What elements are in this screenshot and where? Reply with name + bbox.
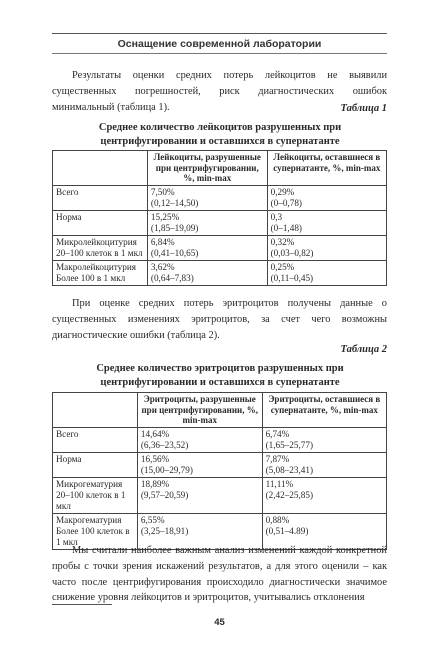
cell: 3,62% (0,64–7,83) bbox=[147, 260, 267, 285]
table-header-row bbox=[53, 393, 387, 428]
row-label: Всего bbox=[53, 427, 138, 452]
row-label: Всего bbox=[53, 185, 148, 210]
table2 bbox=[52, 392, 387, 550]
table-corner bbox=[53, 151, 148, 186]
cell: 0,25% (0,11–0,45) bbox=[267, 260, 386, 285]
paragraph-1: Результаты оценки средних потерь лейкоцитов не выявили существенных погрешностей, риск диагностических ошибок минимальный (таблица 1). bbox=[52, 70, 387, 113]
table2-col1-header: Эритроциты, разрушенные при центрифугировании, %, min-max bbox=[137, 393, 262, 428]
table1-col1-header: Лейкоциты, разрушенные при центрифугировании, %, min-max bbox=[147, 151, 267, 186]
header-rule-top bbox=[52, 33, 387, 34]
cell: 6,55% (3,25–18,91) bbox=[137, 513, 262, 549]
row-label: Микрогематурия 20–100 клеток в 1 мкл bbox=[53, 477, 138, 513]
row-label: Микролейкоцитурия 20–100 клеток в 1 мкл bbox=[53, 235, 148, 260]
row-label: Норма bbox=[53, 452, 138, 477]
cell: 14,64% (6,36–23,52) bbox=[137, 427, 262, 452]
table1 bbox=[52, 150, 387, 286]
table-row bbox=[53, 260, 387, 285]
table1-col2-header: Лейкоциты, оставшиеся в супернатанте, %, min-max bbox=[267, 151, 386, 186]
cell: 7,87% (5,08–23,41) bbox=[262, 452, 386, 477]
cell: 6,74% (1,65–25,77) bbox=[262, 427, 386, 452]
table2-title: Среднее количество эритроцитов разрушенных при центрифугировании и оставшихся в супернатанте bbox=[96, 363, 344, 388]
table1-title: Среднее количество лейкоцитов разрушенных при центрифугировании и оставшихся в супернатанте bbox=[98, 122, 342, 147]
cell: 7,50% (0,12–14,50) bbox=[147, 185, 267, 210]
header-rule-bottom bbox=[52, 53, 387, 54]
cell: 18,89% (9,57–20,59) bbox=[137, 477, 262, 513]
table1-number: Таблица 1 bbox=[340, 103, 387, 114]
table-row bbox=[53, 477, 387, 513]
table-row bbox=[53, 452, 387, 477]
table-header-row bbox=[53, 151, 387, 186]
cell: 0,88% (0,51–4.89) bbox=[262, 513, 386, 549]
paragraph-2: При оценке средних потерь эритроцитов получены данные о существенных изменениях эритроцитов, за счет чего возможны диагностические ошибки (таблица 2). bbox=[52, 298, 387, 341]
row-label: Норма bbox=[53, 210, 148, 235]
table-corner bbox=[53, 393, 138, 428]
cell: 15,25% (1,85–19,09) bbox=[147, 210, 267, 235]
row-label: Макролейкоцитурия Более 100 в 1 мкл bbox=[53, 260, 148, 285]
table-row bbox=[53, 235, 387, 260]
cell: 0,29% (0–0,78) bbox=[267, 185, 386, 210]
cell: 11,11% (2,42–25,85) bbox=[262, 477, 386, 513]
table-row bbox=[53, 427, 387, 452]
cell: 16,56% (15,00–29,79) bbox=[137, 452, 262, 477]
cell: 0,3 (0–1,48) bbox=[267, 210, 386, 235]
paragraph-3: Мы считали наиболее важным анализ изменений каждой конкретной пробы с точки зрения искажений результатов, а для этого оценили – как часто после центрифугирования происходило диагностически значимое снижение уровня лейкоцитов и эритроцитов, учитывались отклонения bbox=[52, 545, 387, 604]
page-number: 45 bbox=[214, 617, 225, 628]
footer-rule bbox=[52, 604, 112, 605]
table2-col2-header: Эритроциты, оставшиеся в супернатанте, %, min-max bbox=[262, 393, 386, 428]
running-head: Оснащение современной лаборатории bbox=[117, 38, 322, 50]
table2-number: Таблица 2 bbox=[340, 344, 387, 355]
row-label: Макрогематурия Более 100 клеток в 1 мкл bbox=[53, 513, 138, 549]
table-row bbox=[53, 185, 387, 210]
cell: 0,32% (0,03–0,82) bbox=[267, 235, 386, 260]
table-row bbox=[53, 210, 387, 235]
cell: 6,84% (0,41–10,65) bbox=[147, 235, 267, 260]
